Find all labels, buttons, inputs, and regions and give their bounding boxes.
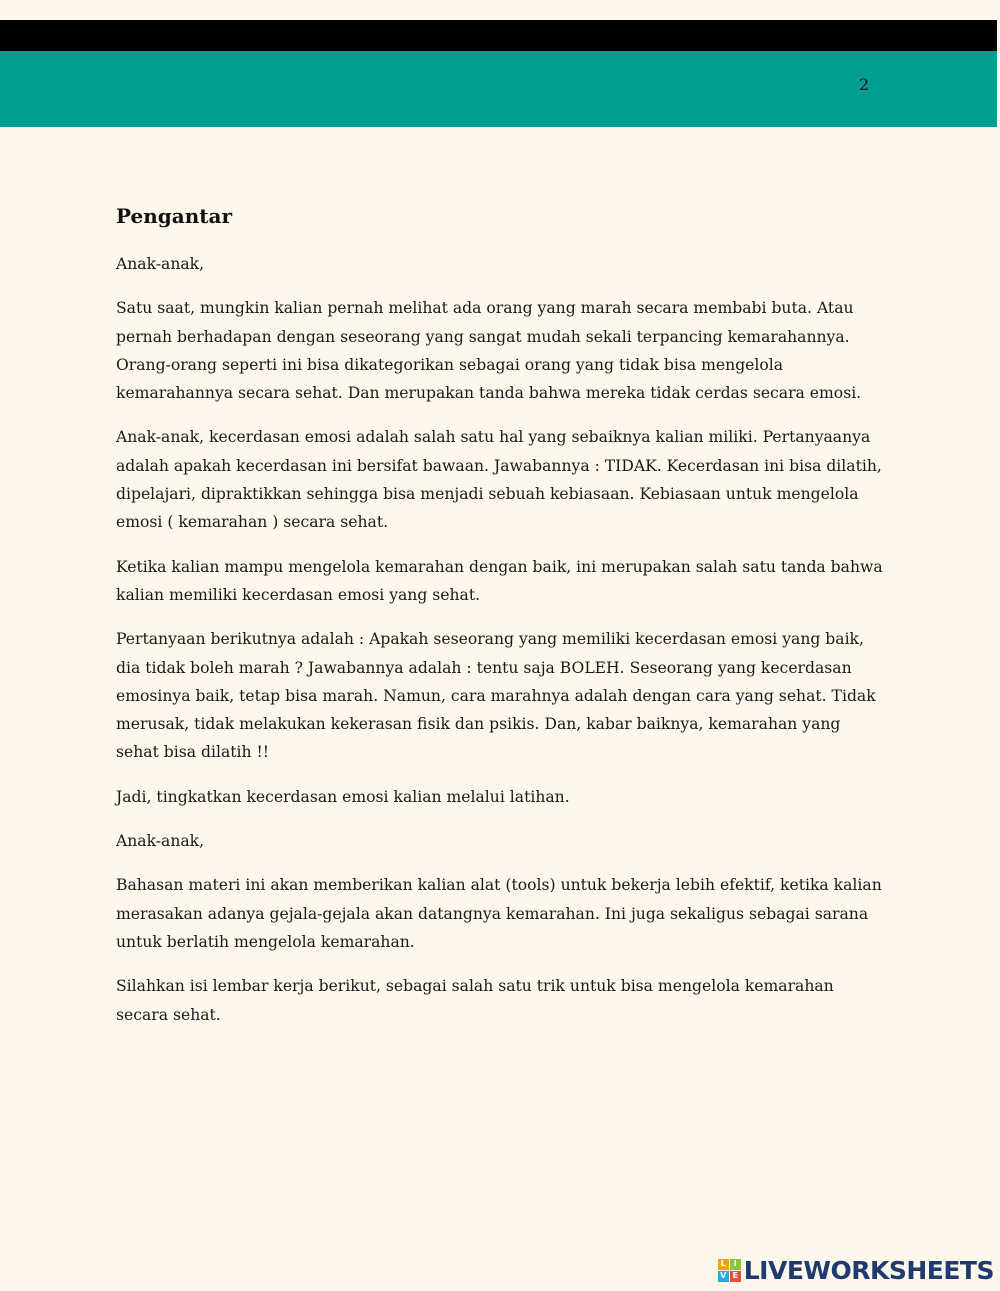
paragraph-greeting-2: Anak-anak, [116,832,205,851]
liveworksheets-logo-icon [718,1259,741,1282]
document-title: Pengantar [116,204,232,228]
liveworksheets-logo[interactable] [718,1252,994,1288]
top-margin [0,0,1000,20]
paragraph-greeting-1: Anak-anak, [116,255,205,273]
logo-letter-i: I [730,1259,741,1270]
document-body [116,200,886,1045]
header-black-band [0,20,997,51]
paragraph-tools: Bahasan materi ini akan memberikan kalian alat (tools) untuk bekerja lebih efektif, ketika kalian merasakan adanya gejala-gejala akan datangnya kemarahan. Ini juga sekaligus sebagai sarana untuk berlatih mengelola kemarahan. [116,876,882,951]
paragraph-intro: Satu saat, mungkin kalian pernah melihat ada orang yang marah secara membabi buta. Atau pernah berhadapan dengan seseorang yang sangat mudah sekali terpancing kemarahannya. Orang-orang seperti ini bisa dikategorikan sebagai orang yang tidak bisa mengelola kemarahannya secara sehat. Dan merupakan tanda bahwa mereka tidak cerdas secara emosi. [116,299,862,403]
paragraph-practice: Jadi, tingkatkan kecerdasan emosi kalian melalui latihan. [116,787,570,806]
page-number: 2 [858,75,870,94]
logo-letter-e: E [730,1271,741,1282]
paragraph-manage-anger: Ketika kalian mampu mengelola kemarahan dengan baik, ini merupakan salah satu tanda bahwa kalian memiliki kecerdasan emosi yang sehat. [116,557,883,604]
paragraph-worksheet-instruction: Silahkan isi lembar kerja berikut, sebagai salah satu trik untuk bisa mengelola kemarahan secara sehat. [116,977,834,1024]
logo-letter-v: V [718,1271,729,1282]
paragraph-question: Pertanyaan berikutnya adalah : Apakah seseorang yang memiliki kecerdasan emosi yang baik, dia tidak boleh marah ? Jawabannya adalah : tentu saja BOLEH. Seseorang yang kecerdasan emosinya baik, tetap bisa marah. Namun, cara marahnya adalah dengan cara yang sehat. Tidak merusak, tidak melakukan kekerasan fisik dan psikis. Dan, kabar baiknya, kemarahan yang sehat bisa dilatih !! [116,630,876,762]
liveworksheets-brand-text: LIVEWORKSHEETS [743,1255,994,1285]
header-teal-band [0,51,997,127]
paragraph-emotional-intelligence: Anak-anak, kecerdasan emosi adalah salah satu hal yang sebaiknya kalian miliki. Pertanyaanya adalah apakah kecerdasan ini bersifat bawaan. Jawabannya : TIDAK. Kecerdasan ini bisa dilatih, dipelajari, dipraktikkan sehingga bisa menjadi sebuah kebiasaan. Kebiasaan untuk mengelola emosi ( kemarahan ) secara sehat. [116,428,882,532]
logo-letter-l: L [718,1259,729,1270]
